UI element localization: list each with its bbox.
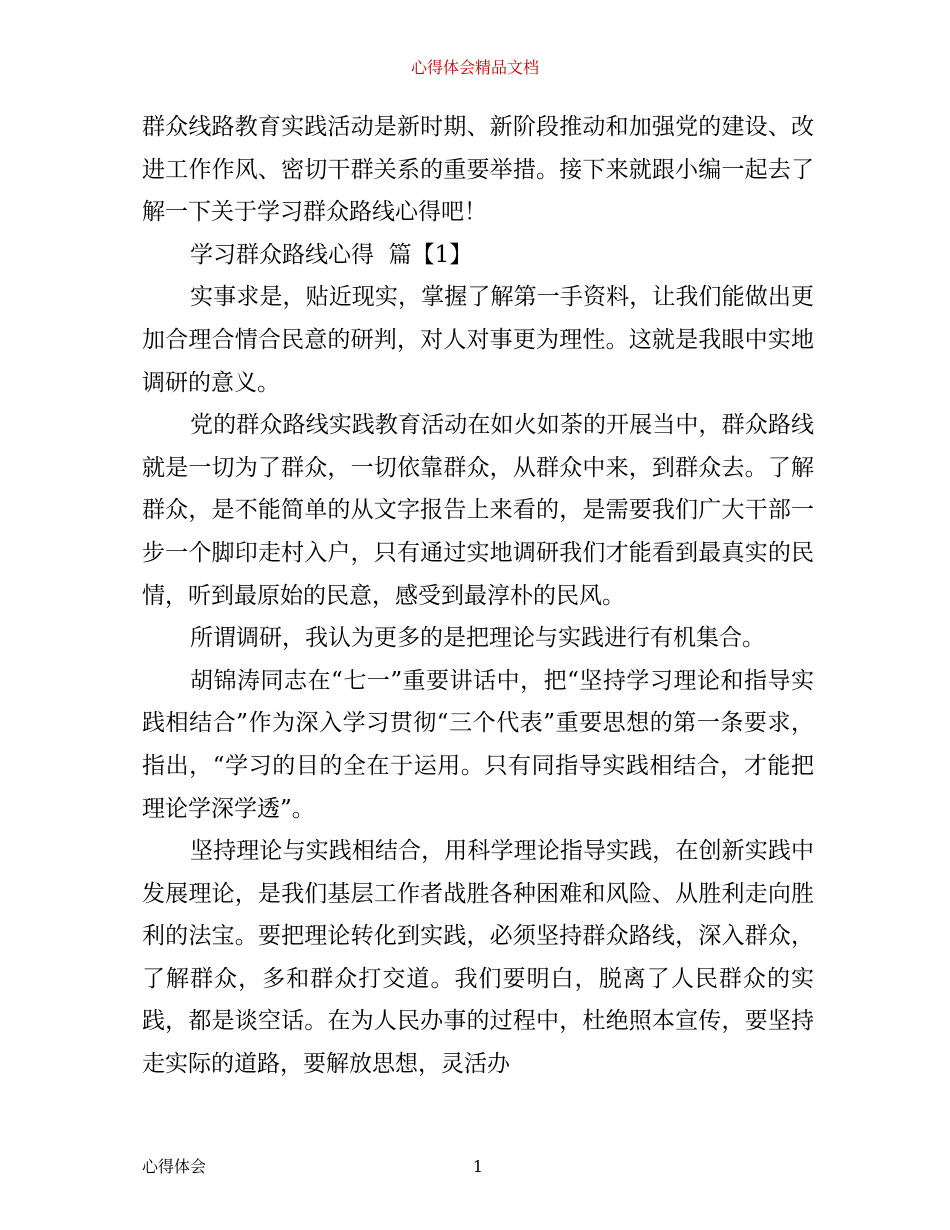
section-title: 学习群众路线心得 篇【1】 xyxy=(190,241,473,268)
document-body xyxy=(142,106,814,1086)
page-header-title: 心得体会精品文档 xyxy=(410,58,539,77)
body-paragraph-5: 坚持理论与实践相结合，用科学理论指导实践，在创新实践中发展理论，是我们基层工作者战胜各种困难和风险、从胜利走向胜利的法宝。要把理论转化到实践，必须坚持群众路线，深入群众，了解群众，多和群众打交道。我们要明白，脱离了人民群众的实践，都是谈空话。在为人民办事的过程中，杜绝照本宣传，要坚持走实际的道路，要解放思想，灵活办 xyxy=(142,838,814,1078)
body-paragraph-1: 实事求是，贴近现实，掌握了解第一手资料，让我们能做出更加合理合情合民意的研判，对人对事更为理性。这就是我眼中实地调研的意义。 xyxy=(142,284,814,396)
page-number: 1 xyxy=(472,1157,484,1176)
body-paragraph-3: 所谓调研，我认为更多的是把理论与实践进行有机集合。 xyxy=(190,625,765,652)
footer-label: 心得体会 xyxy=(142,1157,207,1176)
body-paragraph-4: 胡锦涛同志在“七一”重要讲话中，把“坚持学习理论和指导实践相结合”作为深入学习贯彻“三个代表”重要思想的第一条要求，指出，“学习的目的全在于运用。只有同指导实践相结合，才能把理论学深学透”。 xyxy=(142,667,814,822)
intro-paragraph: 群众线路教育实践活动是新时期、新阶段推动和加强党的建设、改进工作作风、密切干群关系的重要举措。接下来就跟小编一起去了解一下关于学习群众路线心得吧！ xyxy=(142,114,814,226)
body-paragraph-2: 党的群众路线实践教育活动在如火如荼的开展当中，群众路线就是一切为了群众，一切依靠群众，从群众中来，到群众去。了解群众，是不能简单的从文字报告上来看的，是需要我们广大干部一步一个脚印走村入户，只有通过实地调研我们才能看到最真实的民情，听到最原始的民意，感受到最淳朴的民风。 xyxy=(142,412,814,609)
